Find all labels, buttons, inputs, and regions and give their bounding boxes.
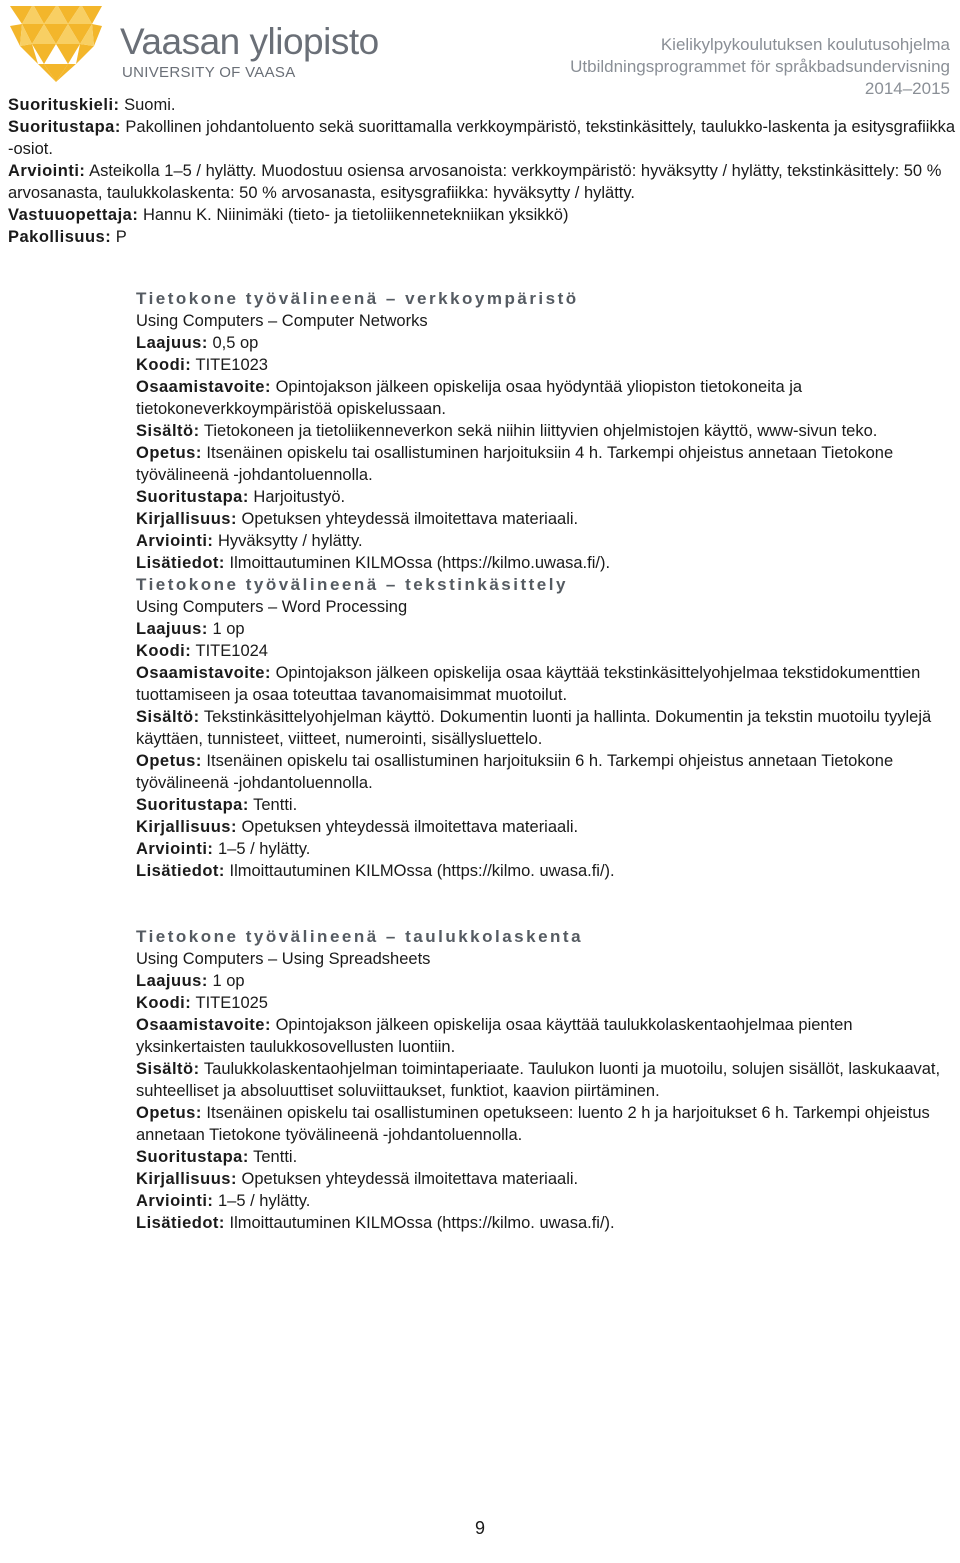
- course-title: Tietokone työvälineenä – verkkoympäristö: [136, 289, 579, 308]
- value: Itsenäinen opiskelu tai osallistuminen opetukseen: luento 2 h ja harjoitukset 6 h. Tarkempi ohjeistus annetaan Tietokone työvälineenä -johdantoluennolla.: [136, 1104, 930, 1144]
- label: Suoritustapa:: [136, 488, 249, 506]
- label: Osaamistavoite:: [136, 378, 271, 396]
- content-line: [136, 1058, 958, 1102]
- label: Arviointi:: [136, 1192, 214, 1210]
- teacher-line: [8, 204, 958, 226]
- label: Sisältö:: [136, 1060, 200, 1078]
- page-number: 9: [474, 1518, 485, 1538]
- page-content: [8, 94, 958, 1234]
- course-subtitle: Using Computers – Computer Networks: [136, 312, 428, 330]
- label: Suoritustapa:: [8, 118, 121, 136]
- value: Opintojakson jälkeen opiskelija osaa käyttää taulukkolaskentaohjelmaa pienten yksinkertaisten taulukkosovellusten luontiin.: [136, 1016, 853, 1056]
- label: Kirjallisuus:: [136, 1170, 237, 1188]
- intro-block: [8, 94, 958, 248]
- teaching-line: [136, 750, 958, 794]
- value: Itsenäinen opiskelu tai osallistuminen harjoituksiin 4 h. Tarkempi ohjeistus annetaan Tietokone työvälineenä -johdantoluennolla.: [136, 444, 894, 484]
- value: 1 op: [207, 972, 245, 990]
- label: Kirjallisuus:: [136, 510, 237, 528]
- content-line: [136, 706, 958, 750]
- completion-line: [136, 486, 958, 508]
- label: Koodi:: [136, 994, 192, 1012]
- credits-line: [136, 970, 958, 992]
- label: Lisätiedot:: [136, 1214, 225, 1232]
- label: Laajuus:: [136, 972, 208, 990]
- value: Harjoitustyö.: [248, 488, 346, 506]
- value: Ilmoittautuminen KILMOssa (https://kilmo.uwasa.fi/).: [224, 554, 611, 572]
- program-name-fi: Kielikylpykoulutuksen koulutusohjelma: [660, 35, 950, 54]
- course-section: [136, 288, 958, 574]
- language-line: [8, 94, 958, 116]
- content-line: [136, 420, 958, 442]
- logo-subtitle: UNIVERSITY OF VAASA: [122, 64, 296, 81]
- label: Pakollisuus:: [8, 228, 112, 246]
- assessment-line: [8, 160, 958, 204]
- value: Opetuksen yhteydessä ilmoitettava materiaali.: [236, 1170, 579, 1188]
- label: Laajuus:: [136, 334, 208, 352]
- label: Suoritustapa:: [136, 796, 249, 814]
- label: Koodi:: [136, 642, 192, 660]
- code-line: [136, 992, 958, 1014]
- completion-line: [136, 1146, 958, 1168]
- compulsory-line: [8, 226, 958, 248]
- label: Suoritustapa:: [136, 1148, 249, 1166]
- assessment-line: [136, 530, 958, 552]
- header-program-info: [570, 34, 950, 100]
- value: P: [111, 228, 127, 246]
- value: Asteikolla 1–5 / hylätty. Muodostuu osiensa arvosanoista: verkkoympäristö: hyväksytty / hylätty, tekstinkäsittely: 50 % arvosanasta, taulukkolaskenta: 50 % arvosanasta, esitysgrafiikka: hyväksytty / hylätty.: [8, 162, 942, 202]
- value: TITE1024: [191, 642, 268, 660]
- page-header: [0, 0, 960, 100]
- value: TITE1023: [191, 356, 268, 374]
- teaching-line: [136, 1102, 958, 1146]
- label: Kirjallisuus:: [136, 818, 237, 836]
- course-title: Tietokone työvälineenä – taulukkolaskenta: [136, 927, 584, 946]
- value: 0,5 op: [207, 334, 259, 352]
- label: Opetus:: [136, 752, 202, 770]
- info-line: [136, 552, 958, 574]
- objective-line: [136, 376, 958, 420]
- value: Tentti.: [248, 796, 298, 814]
- value: 1 op: [207, 620, 245, 638]
- academic-years: 2014–2015: [864, 79, 950, 98]
- teaching-line: [136, 442, 958, 486]
- value: Opetuksen yhteydessä ilmoitettava materiaali.: [236, 818, 579, 836]
- label: Laajuus:: [136, 620, 208, 638]
- value: Ilmoittautuminen KILMOssa (https://kilmo. uwasa.fi/).: [224, 1214, 615, 1232]
- label: Opetus:: [136, 444, 202, 462]
- label: Sisältö:: [136, 422, 200, 440]
- credits-line: [136, 332, 958, 354]
- label: Lisätiedot:: [136, 862, 225, 880]
- code-line: [136, 640, 958, 662]
- value: Tentti.: [248, 1148, 298, 1166]
- info-line: [136, 1212, 958, 1234]
- value: Taulukkolaskentaohjelman toimintaperiaate. Taulukon luonti ja muotoilu, solujen sisällöt, laskukaavat, suhteelliset ja absoluuttiset soluviittaukset, funktiot, kaavion piirtäminen.: [136, 1060, 941, 1100]
- course-section: [136, 926, 958, 1234]
- value: Opintojakson jälkeen opiskelija osaa käyttää tekstinkäsittelyohjelmaa tekstidokumenttien tuottamiseen ja osaa toteuttaa tavanomaisimmat muotoilut.: [136, 664, 921, 704]
- label: Sisältö:: [136, 708, 200, 726]
- info-line: [136, 860, 958, 882]
- value: Opetuksen yhteydessä ilmoitettava materiaali.: [236, 510, 579, 528]
- value: Tekstinkäsittelyohjelman käyttö. Dokumentin luonti ja hallinta. Dokumentin ja tekstin muotoilu tyylejä käyttäen, tunnisteet, viitteet, numerointi, sisällysluettelo.: [136, 708, 932, 748]
- value: Itsenäinen opiskelu tai osallistuminen harjoituksiin 6 h. Tarkempi ohjeistus annetaan Tietokone työvälineenä -johdantoluennolla.: [136, 752, 894, 792]
- value: TITE1025: [191, 994, 268, 1012]
- value: 1–5 / hylätty.: [213, 1192, 311, 1210]
- value: Pakollinen johdantoluento sekä suorittamalla verkkoympäristö, tekstinkäsittely, taulukko-laskenta ja esitysgrafiikka -osiot.: [8, 118, 956, 158]
- course-section: [136, 574, 958, 882]
- label: Vastuuopettaja:: [8, 206, 139, 224]
- label: Opetus:: [136, 1104, 202, 1122]
- objective-line: [136, 662, 958, 706]
- assessment-line: [136, 838, 958, 860]
- label: Osaamistavoite:: [136, 664, 271, 682]
- label: Lisätiedot:: [136, 554, 225, 572]
- label: Osaamistavoite:: [136, 1016, 271, 1034]
- label: Arviointi:: [136, 840, 214, 858]
- label: Arviointi:: [8, 162, 86, 180]
- completion-line: [136, 794, 958, 816]
- value: 1–5 / hylätty.: [213, 840, 311, 858]
- program-name-sv: Utbildningsprogrammet för språkbadsundervisning: [570, 57, 950, 76]
- code-line: [136, 354, 958, 376]
- credits-line: [136, 618, 958, 640]
- literature-line: [136, 508, 958, 530]
- literature-line: [136, 1168, 958, 1190]
- completion-line: [8, 116, 958, 160]
- value: Hyväksytty / hylätty.: [213, 532, 363, 550]
- literature-line: [136, 816, 958, 838]
- value: Tietokoneen ja tietoliikenneverkon sekä niihin liittyvien ohjelmistojen käyttö, www-sivun teko.: [199, 422, 878, 440]
- label: Arviointi:: [136, 532, 214, 550]
- value: Ilmoittautuminen KILMOssa (https://kilmo. uwasa.fi/).: [224, 862, 615, 880]
- label: Koodi:: [136, 356, 192, 374]
- value: Opintojakson jälkeen opiskelija osaa hyödyntää yliopiston tietokoneita ja tietokoneverkkoympäristöä opiskelussaan.: [136, 378, 803, 418]
- course-subtitle: Using Computers – Word Processing: [136, 598, 408, 616]
- value: Hannu K. Niinimäki (tieto- ja tietoliikennetekniikan yksikkö): [138, 206, 569, 224]
- label: Suorituskieli:: [8, 96, 120, 114]
- logo-name: Vaasan yliopisto: [120, 21, 379, 62]
- assessment-line: [136, 1190, 958, 1212]
- course-subtitle: Using Computers – Using Spreadsheets: [136, 950, 431, 968]
- objective-line: [136, 1014, 958, 1058]
- value: Suomi.: [119, 96, 176, 114]
- course-title: Tietokone työvälineenä – tekstinkäsittely: [136, 575, 568, 594]
- university-logo-icon: [8, 4, 104, 84]
